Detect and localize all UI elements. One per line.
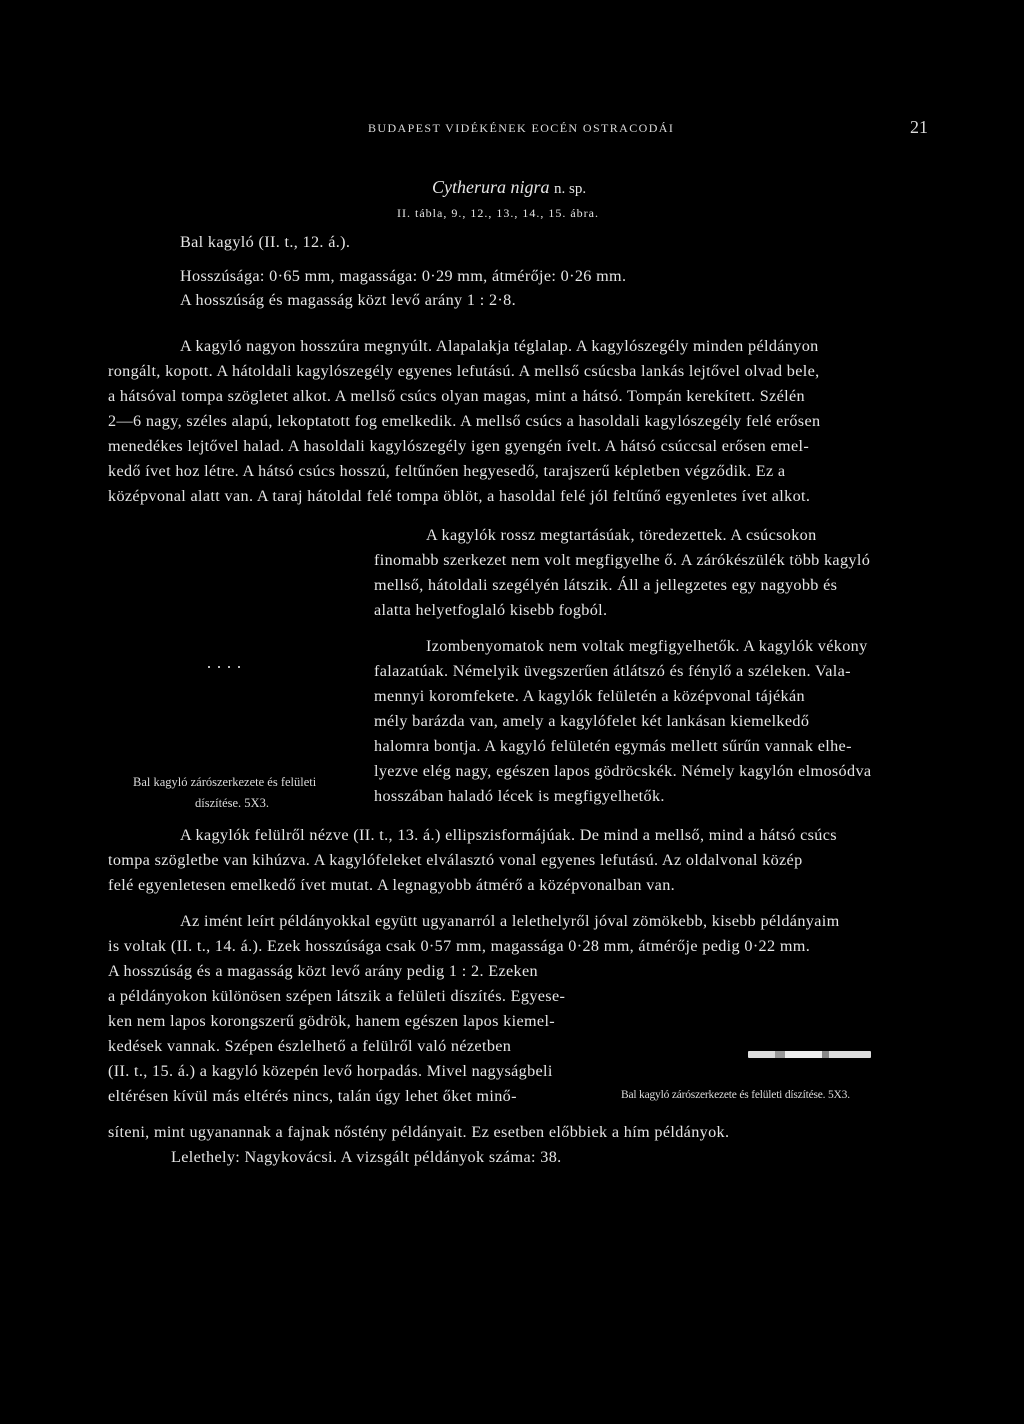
para3-line: mély barázda van, amely a kagylófelet két lankásan kiemelkedő: [374, 712, 810, 730]
para5-line: síteni, mint ugyanannak a fajnak nőstény példányait. Ez esetben előbbiek a hím példányok.: [108, 1123, 730, 1141]
para5-line: is voltak (II. t., 14. á.). Ezek hosszúsága csak 0·57 mm, magassága 0·28 mm, átmérője pedig 0·22 mm.: [108, 937, 811, 955]
page-number: 21: [910, 117, 928, 137]
caption-left-valve: Bal kagyló zárószerkezete és felületi: [133, 775, 317, 789]
para5-line: a példányokon különösen szépen látszik a felületi díszítés. Egyese-: [108, 987, 566, 1005]
para2-line: mellső, hátoldali szegélyén látszik. Áll a jellegzetes egy nagyobb és: [374, 576, 838, 594]
para4-line: A kagylók felülről nézve (II. t., 13. á.) ellipszisformájúak. De mind a mellső, mind a hátsó csúcs: [180, 826, 837, 844]
left-valve-label: Bal kagyló (II. t., 12. á.).: [180, 233, 351, 251]
para3-line: falazatúak. Némelyik üvegszerűen átlátszó és fénylő a széleken. Vala-: [374, 662, 851, 680]
species-suffix: n. sp.: [554, 181, 587, 197]
para5-line: A hosszúság és a magasság közt levő arány pedig 1 : 2. Ezeken: [108, 962, 538, 980]
para1-line: menedékes lejtővel halad. A hasoldali kagylószegély igen gyengén ívelt. A hátsó csúccsal erősen emel-: [108, 437, 810, 455]
para3-line: lyezve elég nagy, egészen lapos gödröcskék. Némely kagylón elmosódva: [374, 762, 872, 780]
para4-line: tompa szögletbe van kihúzva. A kagylófeleket elválasztó vonal egyenes lefutású. Az oldalvonal közép: [108, 851, 803, 869]
para1-line: 2—6 nagy, széles alapú, lekoptatott fog emelkedik. A mellső csúcs a hasoldali kagylószegély felé erősen: [108, 412, 821, 430]
para5-line: kedések vannak. Szépen észlelhető a felülről való nézetben: [108, 1037, 512, 1055]
dimensions-line: Hosszúsága: 0·65 mm, magassága: 0·29 mm, átmérője: 0·26 mm.: [180, 267, 627, 285]
para1-line: középvonal alatt van. A taraj hátoldal felé tompa öblöt, a hasoldal felé jól feltűnő egyenletes ívet alkot.: [108, 487, 811, 505]
figure-left-valve-2: [748, 1051, 871, 1058]
para3-line: Izombenyomatok nem voltak megfigyelhetők. A kagylók vékony: [426, 637, 868, 655]
locality-line: Lelethely: Nagykovácsi. A vizsgált példányok száma: 38.: [171, 1148, 562, 1166]
caption-left-valve-2: Bal kagyló zárószerkezete és felületi díszítése. 5X3.: [621, 1089, 850, 1101]
ratio-line: A hosszúság és magasság közt levő arány 1 : 2·8.: [180, 291, 516, 309]
para2-line: alatta helyetfoglaló kisebb fogból.: [374, 601, 608, 619]
para1-line: A kagyló nagyon hosszúra megnyúlt. Alapalakja téglalap. A kagylószegély minden példányon: [180, 337, 819, 355]
species-title: [432, 177, 586, 198]
para2-line: A kagylók rossz megtartásúak, töredezettek. A csúcsokon: [426, 526, 817, 544]
para4-line: felé egyenletesen emelkedő ívet mutat. A legnagyobb átmérő a középvonalban van.: [108, 876, 676, 894]
para5-line: ken nem lapos korongszerű gödrök, hanem egészen lapos kiemel-: [108, 1012, 556, 1030]
species-name: Cytherura nigra: [432, 177, 550, 197]
figure-reference: II. tábla, 9., 12., 13., 14., 15. ábra.: [397, 206, 599, 220]
para2-line: finomabb szerkezet nem volt megfigyelhe ő. A zárókészülék több kagyló: [374, 551, 871, 569]
para5-line: Az imént leírt példányokkal együtt ugyanarról a lelethelyről jóval zömökebb, kisebb példányaim: [180, 912, 840, 930]
para1-line: rongált, kopott. A hátoldali kagylószegély egyenes lefutású. A mellső csúcsba lankás lejtővel olvad bele,: [108, 362, 820, 380]
figure-left-valve: [208, 655, 260, 663]
caption-left-valve-scale: díszítése. 5X3.: [195, 796, 269, 810]
para5-line: eltérésen kívül más eltérés nincs, talán úgy lehet őket minő-: [108, 1087, 517, 1105]
para5-line: (II. t., 15. á.) a kagyló közepén levő horpadás. Mivel nagyságbeli: [108, 1062, 553, 1080]
para3-line: halomra bontja. A kagyló felületén egymás mellett sűrűn vannak elhe-: [374, 737, 852, 755]
running-title: BUDAPEST VIDÉKÉNEK EOCÉN OSTRACODÁI: [368, 121, 675, 135]
para1-line: a hátsóval tompa szögletet alkot. A mellső csúcs olyan magas, mint a hátsó. Tompán kerekített. Szélén: [108, 387, 806, 405]
para3-line: hosszában haladó lécek is megfigyelhetők.: [374, 787, 665, 805]
para3-line: mennyi koromfekete. A kagylók felületén a középvonal tájékán: [374, 687, 805, 705]
running-header: [368, 117, 928, 137]
para1-line: kedő ívet hoz létre. A hátsó csúcs hosszú, feltűnően hegyesedő, tarajszerű képletben végződik. Ez a: [108, 462, 786, 480]
